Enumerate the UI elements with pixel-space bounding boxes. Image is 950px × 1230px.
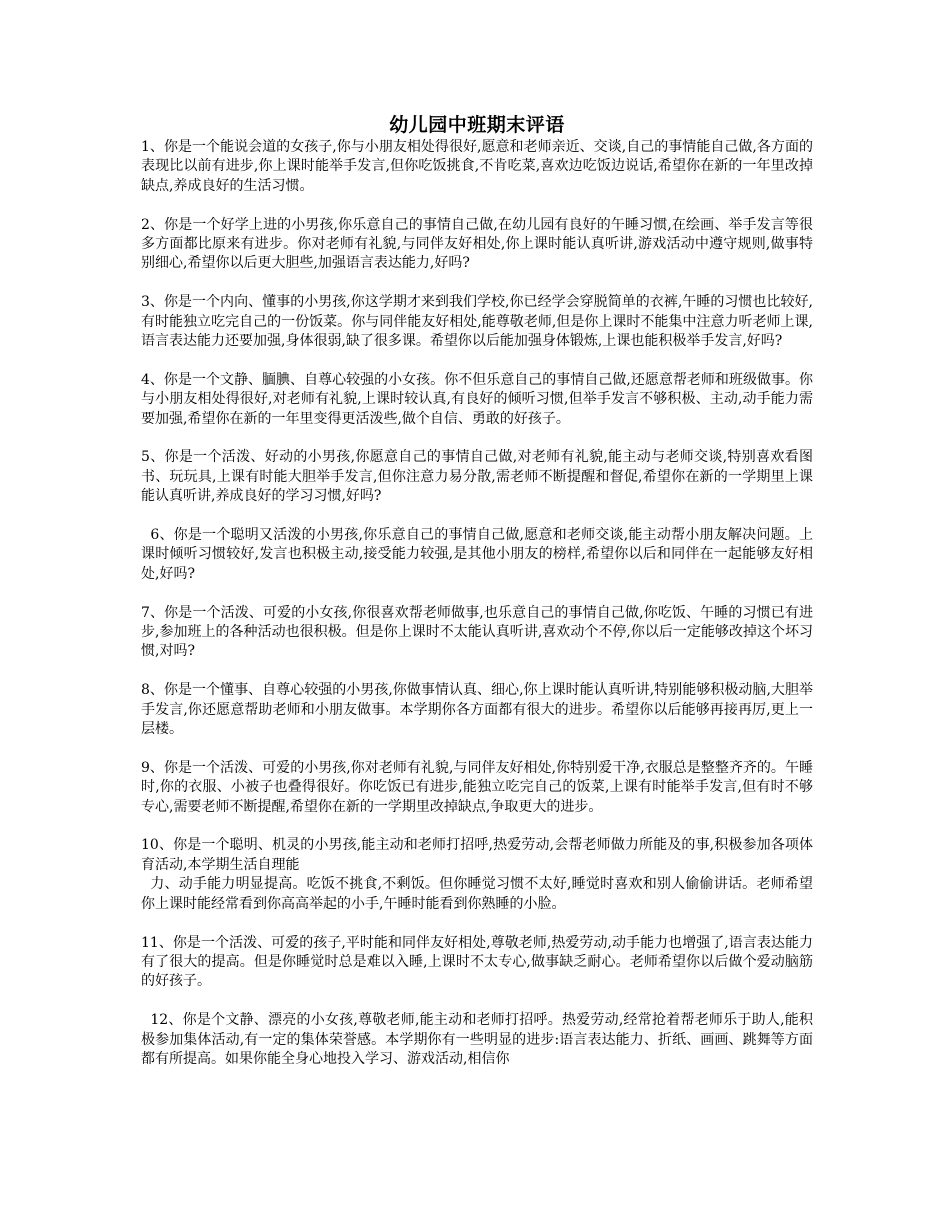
document-page xyxy=(141,112,813,1089)
document-title: 幼儿园中班期末评语 xyxy=(389,114,565,136)
comment-paragraph-3: 3、你是一个内向、懂事的小男孩,你这学期才来到我们学校,你已经学会穿脱简单的衣裤,午睡的习惯也比较好,有时能独立吃完自己的一份饭菜。你与同伴能友好相处,能尊敬老师,但是你上课时不能集中注意力听老师上课,语言表达能力还要加强,身体很弱,缺了很多课。希望你以后能加强身体锻炼,上课也能积极举手发言,好吗? xyxy=(141,294,813,350)
comment-paragraph-1: 1、你是一个能说会道的女孩子,你与小朋友相处得很好,愿意和老师亲近、交谈,自己的事情能自己做,各方面的表现比以前有进步,你上课时能举手发言,但你吃饭挑食,不肯吃菜,喜欢边吃饭边说话,希望你在新的一年里改掉缺点,养成良好的生活习惯。 xyxy=(141,139,813,194)
comment-paragraph-2: 2、你是一个好学上进的小男孩,你乐意自己的事情自己做,在幼儿园有良好的午睡习惯,在绘画、举手发言等很多方面都比原来有进步。你对老师有礼貌,与同伴友好相处,你上课时能认真听讲,游戏活动中遵守规则,做事特别细心,希望你以后更大胆些,加强语言表达能力,好吗? xyxy=(141,216,813,272)
comment-paragraph-7: 7、你是一个活泼、可爱的小女孩,你很喜欢帮老师做事,也乐意自己的事情自己做,你吃饭、午睡的习惯已有进步,参加班上的各种活动也很积极。但是你上课时不太能认真听讲,喜欢动个不停,你以后一定能够改掉这个坏习惯,对吗? xyxy=(141,604,813,660)
comment-paragraph-9: 9、你是一个活泼、可爱的小男孩,你对老师有礼貌,与同伴友好相处,你特别爱干净,衣服总是整整齐齐的。午睡时,你的衣服、小被子也叠得很好。你吃饭已有进步,能独立吃完自己的饭菜,上课有时能举手发言,但有时不够专心,需要老师不断提醒,希望你在新的一学期里改掉缺点,争取更大的进步。 xyxy=(141,759,813,815)
comment-paragraph-11: 11、你是一个活泼、可爱的孩子,平时能和同伴友好相处,尊敬老师,热爱劳动,动手能力也增强了,语言表达能力有了很大的提高。但是你睡觉时总是难以入睡,上课时不太专心,做事缺乏耐心。老师希望你以后做个爱动脑筋的好孩子。 xyxy=(141,934,813,990)
comment-paragraph-8: 8、你是一个懂事、自尊心较强的小男孩,你做事情认真、细心,你上课时能认真听讲,特别能够积极动脑,大胆举手发言,你还愿意帮助老师和小朋友做事。本学期你各方面都有很大的进步。希望你以后能够再接再厉,更上一层楼。 xyxy=(141,682,813,738)
comment-paragraph-6: 6、你是一个聪明又活泼的小男孩,你乐意自己的事情自己做,愿意和老师交谈,能主动帮小朋友解决问题。上课时倾听习惯较好,发言也积极主动,接受能力较强,是其他小朋友的榜样,希望你以后和同伴在一起能够友好相处,好吗? xyxy=(141,527,813,582)
comment-paragraph-12: 12、你是个文静、漂亮的小女孩,尊敬老师,能主动和老师打招呼。热爱劳动,经常抢着帮老师乐于助人,能积极参加集体活动,有一定的集体荣誉感。本学期你有一些明显的进步:语言表达能力、折纸、画画、跳舞等方面都有所提高。如果你能全身心地投入学习、游戏活动,相信你 xyxy=(141,1012,813,1067)
comment-paragraph-5: 5、你是一个活泼、好动的小男孩,你愿意自己的事情自己做,对老师有礼貌,能主动与老师交谈,特别喜欢看图书、玩玩具,上课有时能大胆举手发言,但你注意力易分散,需老师不断提醒和督促,希望你在新的一学期里上课能认真听讲,养成良好的学习习惯,好吗? xyxy=(141,449,813,505)
comment-paragraph-4: 4、你是一个文静、腼腆、自尊心较强的小女孩。你不但乐意自己的事情自己做,还愿意帮老师和班级做事。你与小朋友相处得很好,对老师有礼貌,上课时较认真,有良好的倾听习惯,但举手发言不够积极、主动,动手能力需要加强,希望你在新的一年里变得更活泼些,做个自信、勇敢的好孩子。 xyxy=(141,371,813,427)
comment-paragraph-10: 10、你是一个聪明、机灵的小男孩,能主动和老师打招呼,热爱劳动,会帮老师做力所能及的事,积极参加各项体育活动,本学期生活自理能 力、动手能力明显提高。吃饭不挑食,不剩饭。但你睡觉习惯不太好,睡觉时喜欢和别人偷偷讲话。老师希望你上课时能经常看到你高高举起的小手,午睡时能看到你熟睡的小脸。 xyxy=(141,837,813,912)
